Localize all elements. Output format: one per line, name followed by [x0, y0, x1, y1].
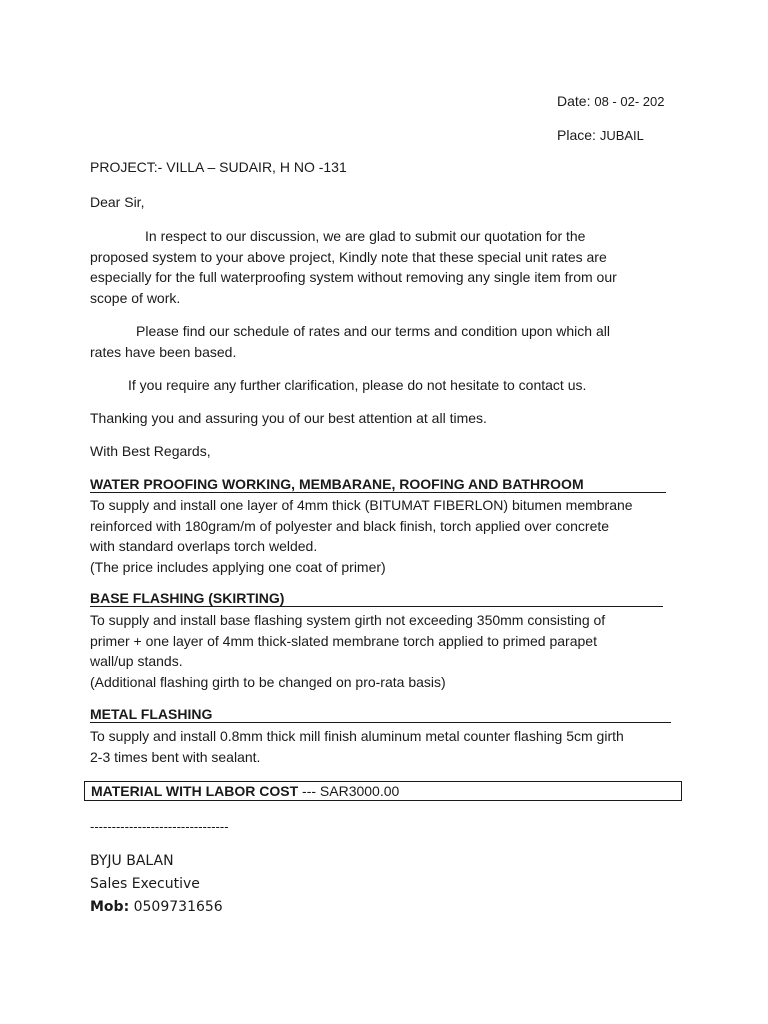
salutation: Dear Sir,	[90, 194, 145, 210]
section-line: wall/up stands.	[90, 653, 183, 669]
section-heading-waterproofing: WATER PROOFING WORKING, MEMBARANE, ROOFING AND BATHROOM	[90, 476, 666, 493]
cost-label: MATERIAL WITH LABOR COST	[91, 783, 299, 799]
section-heading-metal-flashing: METAL FLASHING	[90, 706, 671, 723]
place-label: Place:	[557, 127, 596, 143]
place-value: JUBAIL	[599, 128, 644, 143]
section-line: To supply and install base flashing system girth not exceeding 350mm consisting of	[90, 612, 606, 628]
schedule-paragraph	[90, 321, 610, 362]
regards-line: With Best Regards,	[90, 443, 211, 459]
thanks-line: Thanking you and assuring you of our best attention at all times.	[90, 410, 487, 426]
section-line: (The price includes applying one coat of primer)	[90, 558, 386, 575]
date-line	[557, 93, 664, 109]
clarification-line: If you require any further clarification, please do not hesitate to contact us.	[128, 377, 587, 393]
cost-value: SAR3000.00	[319, 783, 400, 799]
cost-box	[84, 781, 682, 801]
section-line: with standard overlaps torch welded.	[90, 538, 318, 554]
section-heading-base-flashing: BASE FLASHING (SKIRTING)	[90, 590, 663, 607]
section-body-waterproofing	[90, 495, 633, 577]
date-label: Date:	[557, 93, 591, 109]
intro-line: scope of work.	[90, 289, 181, 306]
section-line: primer + one layer of 4mm thick-slated membrane torch applied to primed parapet	[90, 632, 597, 649]
section-body-metal-flashing	[90, 726, 624, 767]
divider-dashes: --------------------------------	[90, 819, 229, 834]
signature-name: BYJU BALAN	[90, 853, 174, 869]
section-line: (Additional flashing girth to be changed on pro-rata basis)	[90, 673, 446, 690]
place-line	[557, 127, 644, 143]
mobile-value: 0509731656	[129, 899, 223, 915]
section-line: To supply and install one layer of 4mm thick (BITUMAT FIBERLON) bitumen membrane	[90, 497, 633, 513]
mobile-label: Mob:	[90, 899, 130, 915]
date-value: 08 - 02- 202	[594, 94, 665, 109]
project-line: PROJECT:- VILLA – SUDAIR, H NO -131	[90, 159, 347, 175]
section-line: reinforced with 180gram/m of polyester and black finish, torch applied over concrete	[90, 517, 610, 534]
signature-title: Sales Executive	[90, 876, 200, 892]
section-line: To supply and install 0.8mm thick mill finish aluminum metal counter flashing 5cm girth	[90, 728, 624, 744]
schedule-line: Please find our schedule of rates and our terms and condition upon which all	[136, 323, 610, 339]
intro-line: In respect to our discussion, we are glad to submit our quotation for the	[145, 228, 586, 244]
intro-line: especially for the full waterproofing system without removing any single item from our	[90, 269, 617, 285]
section-body-base-flashing	[90, 610, 605, 692]
cost-separator: ---	[298, 783, 320, 799]
signature-mobile	[90, 899, 223, 915]
intro-paragraph	[90, 226, 617, 308]
section-line: 2-3 times bent with sealant.	[90, 748, 261, 765]
schedule-line: rates have been based.	[90, 343, 237, 360]
intro-line: proposed system to your above project, Kindly note that these special unit rates are	[90, 248, 607, 265]
